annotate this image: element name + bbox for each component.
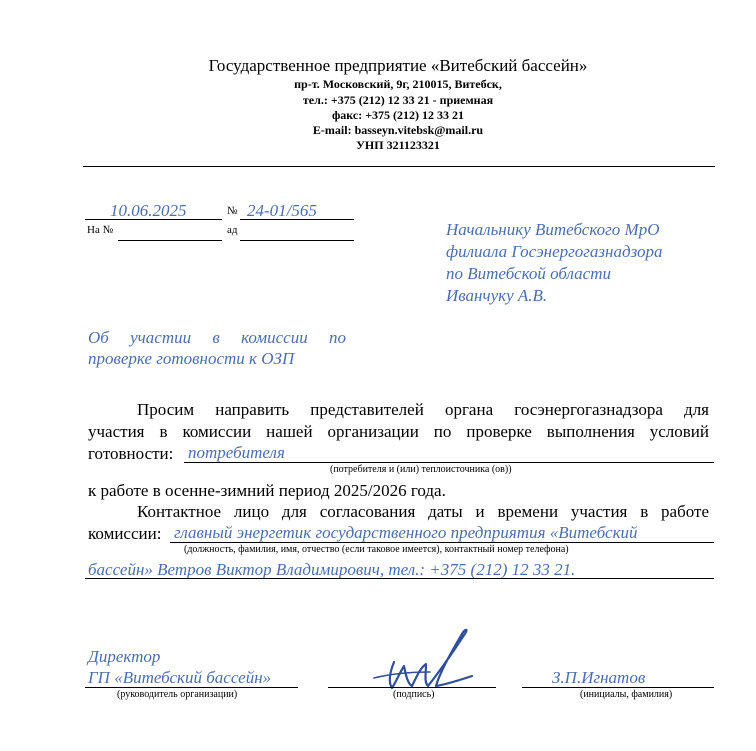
contact-line-1 (170, 542, 714, 543)
body-p1-line-2: участия в комиссии нашей организации по проверке выполнения условий (88, 422, 709, 441)
body-p1-line-4: к работе в осенне-зимний период 2025/2026 года. (88, 481, 446, 500)
contact-fill-2: бассейн» Ветров Виктор Владимирович, тел.: +375 (212) 12 33 21. (88, 560, 576, 579)
signer-name-hint: (инициалы, фамилия) (580, 689, 673, 700)
reg-number: 24-01/565 (247, 201, 317, 220)
header-divider (83, 166, 715, 167)
ref-date-line (240, 240, 354, 241)
addressee-line: Начальнику Витебского МрО (446, 220, 660, 239)
ref-date-label: ад (227, 224, 238, 236)
contact-line-2 (85, 578, 714, 579)
subject-line-1: Об участии в комиссии по (88, 328, 346, 347)
signature-line (328, 687, 496, 688)
ref-number-line (118, 240, 222, 241)
reg-number-label: № (227, 205, 238, 217)
signature-hint: (подпись) (393, 689, 435, 700)
consumer-type-hint: (потребителя и (или) теплоисточника (ов)) (330, 464, 512, 475)
org-email: E-mail: basseyn.vitebsk@mail.ru (312, 123, 484, 137)
signer-name: З.П.Игнатов (552, 668, 646, 687)
contact-hint: (должность, фамилия, имя, отчество (если таковое имеется), контактный номер телефона) (184, 544, 569, 555)
signer-position-line (85, 687, 298, 688)
consumer-type-fill: потребителя (188, 443, 285, 462)
reg-date-line (85, 219, 222, 220)
body-p2-line-2-prefix: комиссии: (88, 524, 162, 543)
org-unp: УНП 321123321 (356, 138, 440, 152)
org-name: Государственное предприятие «Витебский бассейн» (208, 56, 588, 75)
org-address: пр-т. Московский, 9г, 210015, Витебск, (294, 77, 502, 91)
reg-date: 10.06.2025 (110, 201, 187, 220)
body-p1-line-1: Просим направить представителей органа госэнергогазнадзора для (137, 400, 709, 419)
reg-number-line (240, 219, 354, 220)
handwritten-signature (370, 620, 480, 700)
contact-fill-1: главный энергетик государственного предприятия «Витебский (174, 523, 638, 542)
addressee-line: по Витебской области (446, 264, 612, 283)
consumer-type-line (184, 462, 714, 463)
org-fax: факс: +375 (212) 12 33 21 (331, 108, 465, 122)
addressee-line: филиала Госэнергогазнадзора (446, 242, 663, 261)
addressee-block (446, 219, 663, 307)
addressee-line: Иванчуку А.В. (446, 286, 548, 305)
body-p2-line-1: Контактное лицо для согласования даты и времени участия в работе (137, 502, 709, 521)
signer-position-line-1: Директор (88, 647, 161, 666)
ref-label: На № (87, 224, 114, 236)
org-phone: тел.: +375 (212) 12 33 21 - приемная (302, 93, 494, 107)
signer-position-hint: (руководитель организации) (117, 689, 238, 700)
subject-line-2: проверке готовности к ОЗП (88, 349, 295, 368)
signer-position-line-2: ГП «Витебский бассейн» (88, 668, 272, 687)
signer-name-line (522, 687, 714, 688)
body-p1-line-3-prefix: готовности: (88, 444, 174, 463)
